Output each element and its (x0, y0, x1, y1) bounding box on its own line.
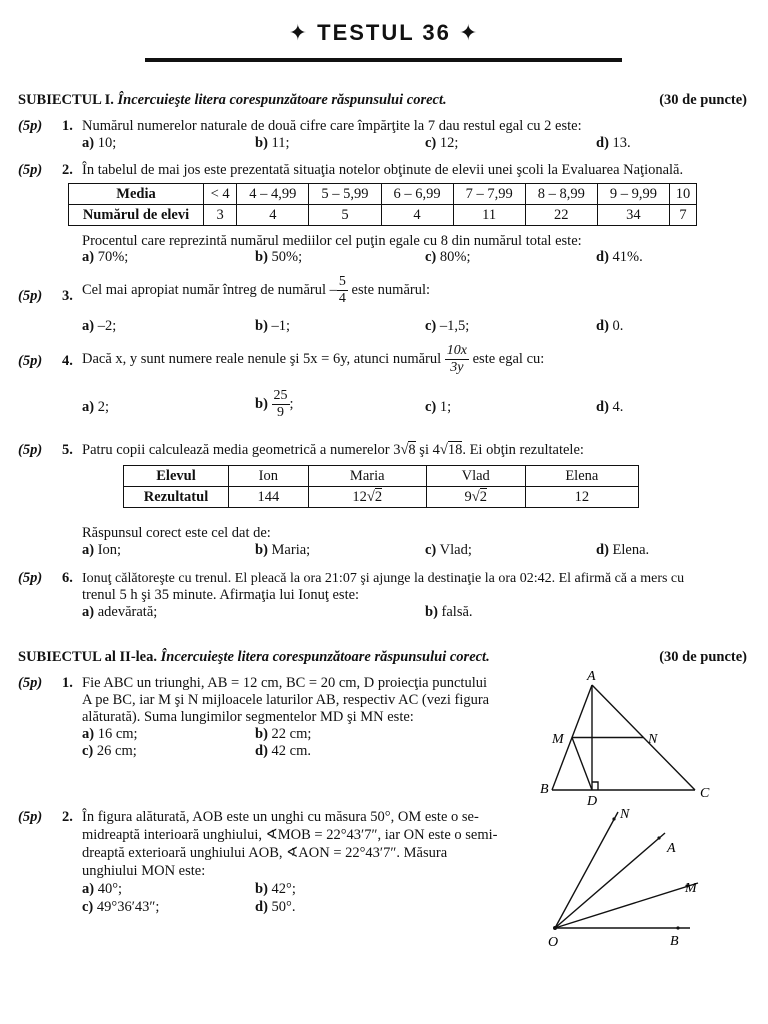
q1-number: 1. (62, 118, 73, 134)
student-count: 3 (204, 205, 237, 226)
q3-text: Cel mai apropiat număr întreg de numărul – $\frac{5}{4}$ este numărul: (82, 274, 431, 306)
q5-number-one: 3√8 (393, 442, 416, 458)
result-maria: 12√2 (308, 487, 426, 508)
q5-followup: Răspunsul corect este cel dat de: (82, 525, 271, 541)
q3-option-a[interactable]: a) –2; (82, 318, 117, 334)
q2-points: (5p) (18, 162, 43, 178)
student-name: Elena (525, 466, 638, 487)
q5-text: Patru copii calculează media geometrică a numerelor 3√8 şi 4√18. Ei obţin rezultatele: (82, 442, 584, 458)
results-names-row (124, 466, 639, 487)
q21-text-line1: Fie ABC un triunghi, AB = 12 cm, BC = 20 cm, D proiecţia punctului (82, 675, 488, 691)
grade-range: 5 – 5,99 (309, 184, 381, 205)
student-count: 7 (669, 205, 696, 226)
q2-number: 2. (62, 162, 73, 178)
q22-option-c[interactable]: c) 49°36′43″; (82, 899, 160, 915)
grade-range: 8 – 8,99 (525, 184, 597, 205)
label-m: M (552, 732, 564, 747)
point-o (553, 926, 557, 930)
q1-text: Numărul numerelor naturale de două cifre care împărţite la 7 dau restul egal cu 2 este: (82, 118, 582, 134)
label-n: N (648, 732, 658, 747)
ray-oa (555, 833, 665, 928)
q4-option-b[interactable]: b) $\frac{25}{9}$ ; (255, 388, 294, 420)
label-b: B (540, 782, 549, 797)
q22-number: 2. (62, 809, 73, 825)
section1-instruction: Încercuieşte litera corespunzătoare răspunsului corect. (117, 92, 447, 108)
q6-option-b[interactable]: b) falsă. (425, 604, 473, 620)
q4-text: Dacă x, y sunt numere reale nenule şi 5x = 6y, atunci numărul $\frac{10x}{3y}$ este egal cu: (82, 343, 545, 375)
section1-label: SUBIECTUL I. (18, 92, 114, 108)
q2-option-a[interactable]: a) 70%; (82, 249, 129, 265)
result-ion: 144 (229, 487, 309, 508)
q3-option-b[interactable]: b) –1; (255, 318, 291, 334)
result-elena: 12 (525, 487, 638, 508)
q22-text-line1: În figura alăturată, AOB este un unghi cu măsura 50°, OM este o se- (82, 809, 479, 825)
student-count: 22 (525, 205, 597, 226)
q5-option-c[interactable]: c) Vlad; (425, 542, 472, 558)
label-d: D (587, 794, 598, 809)
student-count: 34 (597, 205, 669, 226)
q4-option-d[interactable]: d) 4. (596, 399, 624, 415)
results-values-row (124, 487, 639, 508)
q4-number: 4. (62, 353, 73, 369)
student-name: Ion (229, 466, 309, 487)
q6-points: (5p) (18, 570, 43, 586)
q21-points: (5p) (18, 675, 43, 691)
student-name: Vlad (426, 466, 525, 487)
q22-option-b[interactable]: b) 42°; (255, 881, 296, 897)
label-a: A (587, 669, 596, 684)
q3-points: (5p) (18, 288, 43, 304)
angle-figure (530, 800, 730, 960)
grades-row2-label: Numărul de elevi (69, 205, 204, 226)
grade-range: 9 – 9,99 (597, 184, 669, 205)
q4-option-a[interactable]: a) 2; (82, 399, 109, 415)
q22-text-line4: unghiului MON este: (82, 863, 206, 879)
grades-table (68, 183, 697, 226)
section2-label: SUBIECTUL al II-lea. (18, 649, 157, 665)
q2-followup: Procentul care reprezintă numărul mediilor cel puţin egale cu 8 din numărul total este: (82, 233, 582, 249)
q2-option-c[interactable]: c) 80%; (425, 249, 471, 265)
q5-option-a[interactable]: a) Ion; (82, 542, 122, 558)
section2-heading (18, 649, 490, 666)
q3-number: 3. (62, 288, 73, 304)
q2-option-d[interactable]: d) 41%. (596, 249, 643, 265)
label-c: C (700, 786, 710, 801)
q21-option-c[interactable]: c) 26 cm; (82, 743, 137, 759)
q3-option-d[interactable]: d) 0. (596, 318, 624, 334)
q22-option-a[interactable]: a) 40°; (82, 881, 123, 897)
right-angle-mark (592, 782, 598, 790)
results-row1-label: Elevul (124, 466, 229, 487)
q21-option-b[interactable]: b) 22 cm; (255, 726, 312, 742)
point-b (676, 926, 679, 929)
q6-number: 6. (62, 570, 73, 586)
result-vlad: 9√2 (426, 487, 525, 508)
label-o: O (548, 935, 559, 950)
grade-range: < 4 (204, 184, 237, 205)
q6-text-line1: Ionuţ călătoreşte cu trenul. El pleacă la ora 21:07 şi ajunge la destinaţie la ora 02:42. El afirmă că a mers cu (82, 571, 685, 586)
section1-heading (18, 92, 447, 109)
grade-range: 10 (669, 184, 696, 205)
q21-option-a[interactable]: a) 16 cm; (82, 726, 138, 742)
q21-option-d[interactable]: d) 42 cm. (255, 743, 311, 759)
section2-instruction: Încercuieşte litera corespunzătoare răspunsului corect. (160, 649, 490, 665)
title-rule (145, 58, 622, 62)
section2-points: (30 de puncte) (659, 649, 747, 665)
grades-table-count-row (69, 205, 697, 226)
q1-option-a[interactable]: a) 10; (82, 135, 117, 151)
grade-range: 4 – 4,99 (237, 184, 309, 205)
q1-option-d[interactable]: d) 13. (596, 135, 631, 151)
test-title: ✦ TESTUL 36 ✦ (288, 20, 480, 45)
grades-table-header-row (69, 184, 697, 205)
grades-row1-label: Media (69, 184, 204, 205)
q3-option-c[interactable]: c) –1,5; (425, 318, 470, 334)
label-a2: A (667, 841, 676, 856)
student-count: 11 (453, 205, 525, 226)
q1-option-b[interactable]: b) 11; (255, 135, 290, 151)
q5-points: (5p) (18, 442, 43, 458)
q1-points: (5p) (18, 118, 43, 134)
q22-text-line3: dreaptă exterioară unghiului AOB, ∢AON = 22°43′7″. Măsura (82, 845, 448, 861)
q4-option-c[interactable]: c) 1; (425, 399, 452, 415)
q3-fraction: $\frac{5}{4}$ (338, 274, 346, 306)
grade-range: 6 – 6,99 (381, 184, 453, 205)
q1-option-c[interactable]: c) 12; (425, 135, 459, 151)
q5-number-two: 4√18 (432, 442, 463, 458)
student-name: Maria (308, 466, 426, 487)
q6-option-a[interactable]: a) adevărată; (82, 604, 158, 620)
student-count: 4 (381, 205, 453, 226)
q21-text-line2: A pe BC, iar M şi N mijloacele laturilor AB, respectiv AC (vezi figura (82, 692, 490, 708)
q5-option-d[interactable]: d) Elena. (596, 542, 650, 558)
student-count: 5 (309, 205, 381, 226)
point-a (657, 836, 660, 839)
triangle-figure (530, 665, 730, 810)
label-m2: M (685, 881, 697, 896)
grade-range: 7 – 7,99 (453, 184, 525, 205)
q4-points: (5p) (18, 353, 43, 369)
q22-points: (5p) (18, 809, 43, 825)
point-n (612, 817, 615, 820)
q22-option-d[interactable]: d) 50°. (255, 899, 296, 915)
q2-text: În tabelul de mai jos este prezentată situaţia notelor obţinute de elevii unei şcoli la Evaluarea Naţională. (82, 162, 684, 178)
student-count: 4 (237, 205, 309, 226)
label-b2: B (670, 934, 679, 949)
q6-text-line2: trenul 5 h şi 35 minute. Afirmaţia lui Ionuţ este: (82, 587, 360, 603)
q2-option-b[interactable]: b) 50%; (255, 249, 303, 265)
results-row2-label: Rezultatul (124, 487, 229, 508)
label-n2: N (620, 807, 630, 822)
q22-text-line2: midreaptă interioară unghiului, ∢MOB = 22°43′7″, iar ON este o semi- (82, 827, 498, 843)
results-table (123, 465, 639, 508)
q5-number: 5. (62, 442, 73, 458)
q4-fraction: $\frac{10x}{3y}$ (446, 343, 467, 375)
q21-number: 1. (62, 675, 73, 691)
q5-option-b[interactable]: b) Maria; (255, 542, 311, 558)
segment-md (572, 738, 592, 791)
section1-points: (30 de puncte) (659, 92, 747, 108)
q21-text-line3: alăturată). Suma lungimilor segmentelor MD şi MN este: (82, 709, 414, 725)
